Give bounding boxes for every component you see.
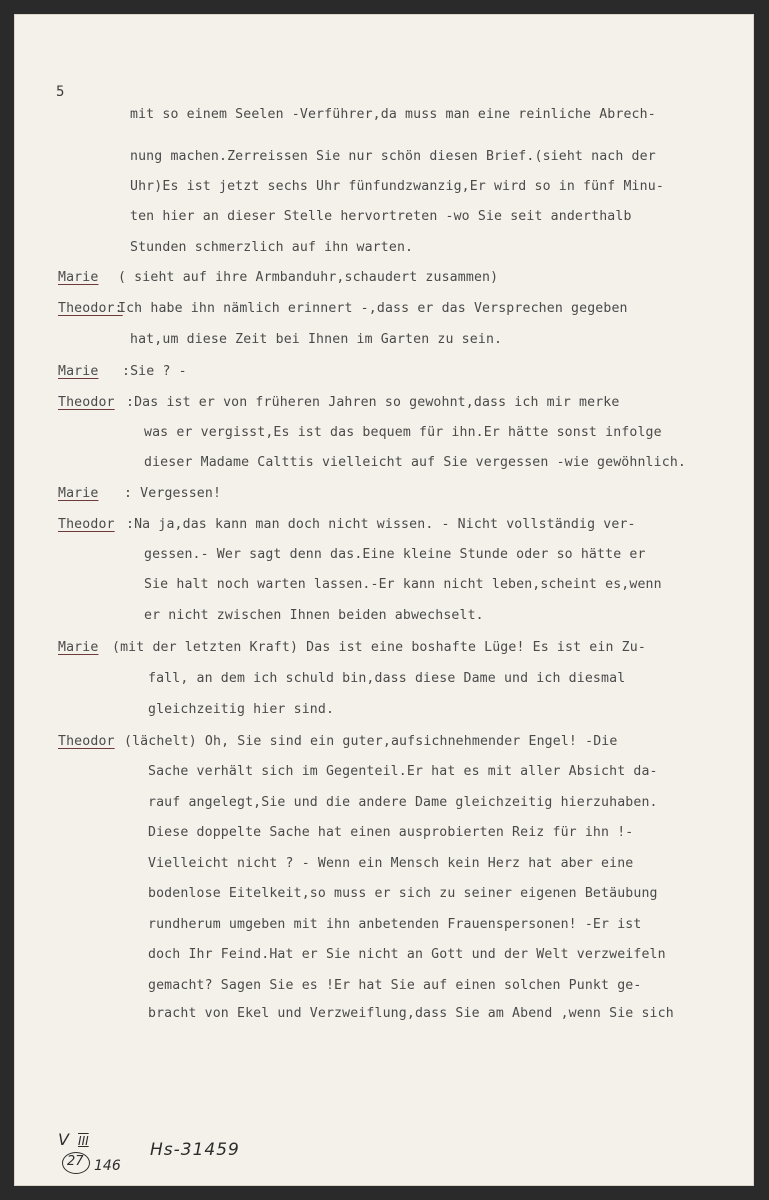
- speaker-name: Marie: [58, 486, 99, 501]
- text-line: fall, an dem ich schuld bin,dass diese Dame und ich diesmal: [148, 671, 626, 686]
- volume-mark: V: [58, 1130, 69, 1149]
- folio-number: 146: [94, 1158, 121, 1174]
- speaker-name: Theodor: [58, 734, 115, 749]
- text-line: Uhr)Es ist jetzt sechs Uhr fünfundzwanzig,Er wird so in fünf Minu-: [130, 179, 664, 194]
- text-line: :Sie ? -: [122, 364, 187, 379]
- text-line: Diese doppelte Sache hat einen ausprobierten Reiz für ihn !-: [148, 825, 634, 840]
- text-line: er nicht zwischen Ihnen beiden abwechselt.: [144, 608, 484, 623]
- text-line: bodenlose Eitelkeit,so muss er sich zu seiner eigenen Betäubung: [148, 886, 658, 901]
- text-line: Sache verhält sich im Gegenteil.Er hat es mit aller Absicht da-: [148, 764, 658, 779]
- text-line: hat,um diese Zeit bei Ihnen im Garten zu sein.: [130, 332, 503, 347]
- text-line: was er vergisst,Es ist das bequem für ihn.Er hätte sonst infolge: [144, 425, 662, 440]
- text-line: ( sieht auf ihre Armbanduhr,schaudert zusammen): [118, 270, 499, 285]
- text-line: ten hier an dieser Stelle hervortreten -wo Sie seit anderthalb: [130, 209, 632, 224]
- text-line: Vielleicht nicht ? - Wenn ein Mensch kein Herz hat aber eine: [148, 856, 634, 871]
- text-line: Stunden schmerzlich auf ihn warten.: [130, 240, 414, 255]
- text-line: bracht von Ekel und Verzweiflung,dass Sie am Abend ,wenn Sie sich: [148, 1006, 674, 1021]
- speaker-name: Theodor: [58, 395, 115, 410]
- text-line: dieser Madame Calttis vielleicht auf Sie vergessen -wie gewöhnlich.: [144, 455, 686, 470]
- document-page: [14, 14, 754, 1186]
- volume-sub-mark: III: [78, 1134, 89, 1148]
- text-line: (mit der letzten Kraft) Das ist eine boshafte Lüge! Es ist ein Zu-: [112, 640, 646, 655]
- text-line: Sie halt noch warten lassen.-Er kann nicht leben,scheint es,wenn: [144, 577, 662, 592]
- text-line: :Das ist er von früheren Jahren so gewohnt,dass ich mir merke: [126, 395, 620, 410]
- speaker-name: Marie: [58, 364, 99, 379]
- text-line: gleichzeitig hier sind.: [148, 702, 335, 717]
- speaker-name: Theodor:: [58, 301, 123, 316]
- text-line: doch Ihr Feind.Hat er Sie nicht an Gott und der Welt verzweifeln: [148, 947, 666, 962]
- speaker-name: Marie: [58, 270, 99, 285]
- text-line: rauf angelegt,Sie und die andere Dame gleichzeitig hierzuhaben.: [148, 795, 658, 810]
- speaker-name: Theodor: [58, 517, 115, 532]
- page-number: 5: [56, 84, 65, 100]
- text-line: (lächelt) Oh, Sie sind ein guter,aufsichnehmender Engel! -Die: [124, 734, 618, 749]
- volume-annotation: [58, 1130, 89, 1149]
- circled-number: 27: [67, 1154, 84, 1169]
- text-line: : Vergessen!: [124, 486, 222, 501]
- text-line: :Na ja,das kann man doch nicht wissen. - Nicht vollständig ver-: [126, 517, 636, 532]
- text-line: rundherum umgeben mit ihn anbetenden Frauenspersonen! -Er ist: [148, 917, 642, 932]
- text-line: mit so einem Seelen -Verführer,da muss man eine reinliche Abrech-: [130, 107, 656, 122]
- shelfmark: Hs-31459: [150, 1140, 240, 1160]
- speaker-name: Marie: [58, 640, 99, 655]
- text-line: nung machen.Zerreissen Sie nur schön diesen Brief.(sieht nach der: [130, 149, 656, 164]
- text-line: gemacht? Sagen Sie es !Er hat Sie auf einen solchen Punkt ge-: [148, 978, 642, 993]
- text-line: Ich habe ihn nämlich erinnert -,dass er das Versprechen gegeben: [118, 301, 628, 316]
- text-line: gessen.- Wer sagt denn das.Eine kleine Stunde oder so hätte er: [144, 547, 646, 562]
